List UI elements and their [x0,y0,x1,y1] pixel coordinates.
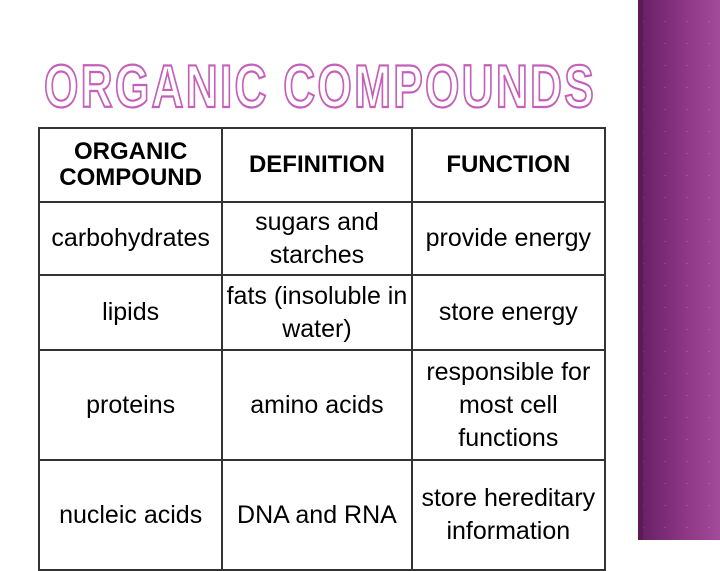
table-row [39,460,605,570]
table-row [39,350,605,460]
function-cell: store energy [412,275,605,350]
definition-cell: sugars and starches [222,202,411,275]
table-row [39,275,605,350]
compound-cell: proteins [39,350,222,460]
definition-cell: DNA and RNA [222,460,411,570]
function-cell: store hereditary information [412,460,605,570]
function-cell: provide energy [412,202,605,275]
definition-cell: fats (insoluble in water) [222,275,411,350]
header-organic-compound: ORGANIC COMPOUND [39,128,222,202]
decorative-side-panel [643,0,720,540]
table-row [39,202,605,275]
function-cell: responsible for most cell functions [412,350,605,460]
definition-cell: amino acids [222,350,411,460]
table-header-row [39,128,605,202]
compound-cell: carbohydrates [39,202,222,275]
compound-cell: lipids [39,275,222,350]
slide-title-svg [38,50,608,120]
slide-title-text: ORGANIC COMPOUNDS [44,53,596,120]
header-definition: DEFINITION [222,128,411,202]
slide-title [38,50,608,120]
organic-compounds-table [38,127,606,571]
compound-cell: nucleic acids [39,460,222,570]
header-function: FUNCTION [412,128,605,202]
